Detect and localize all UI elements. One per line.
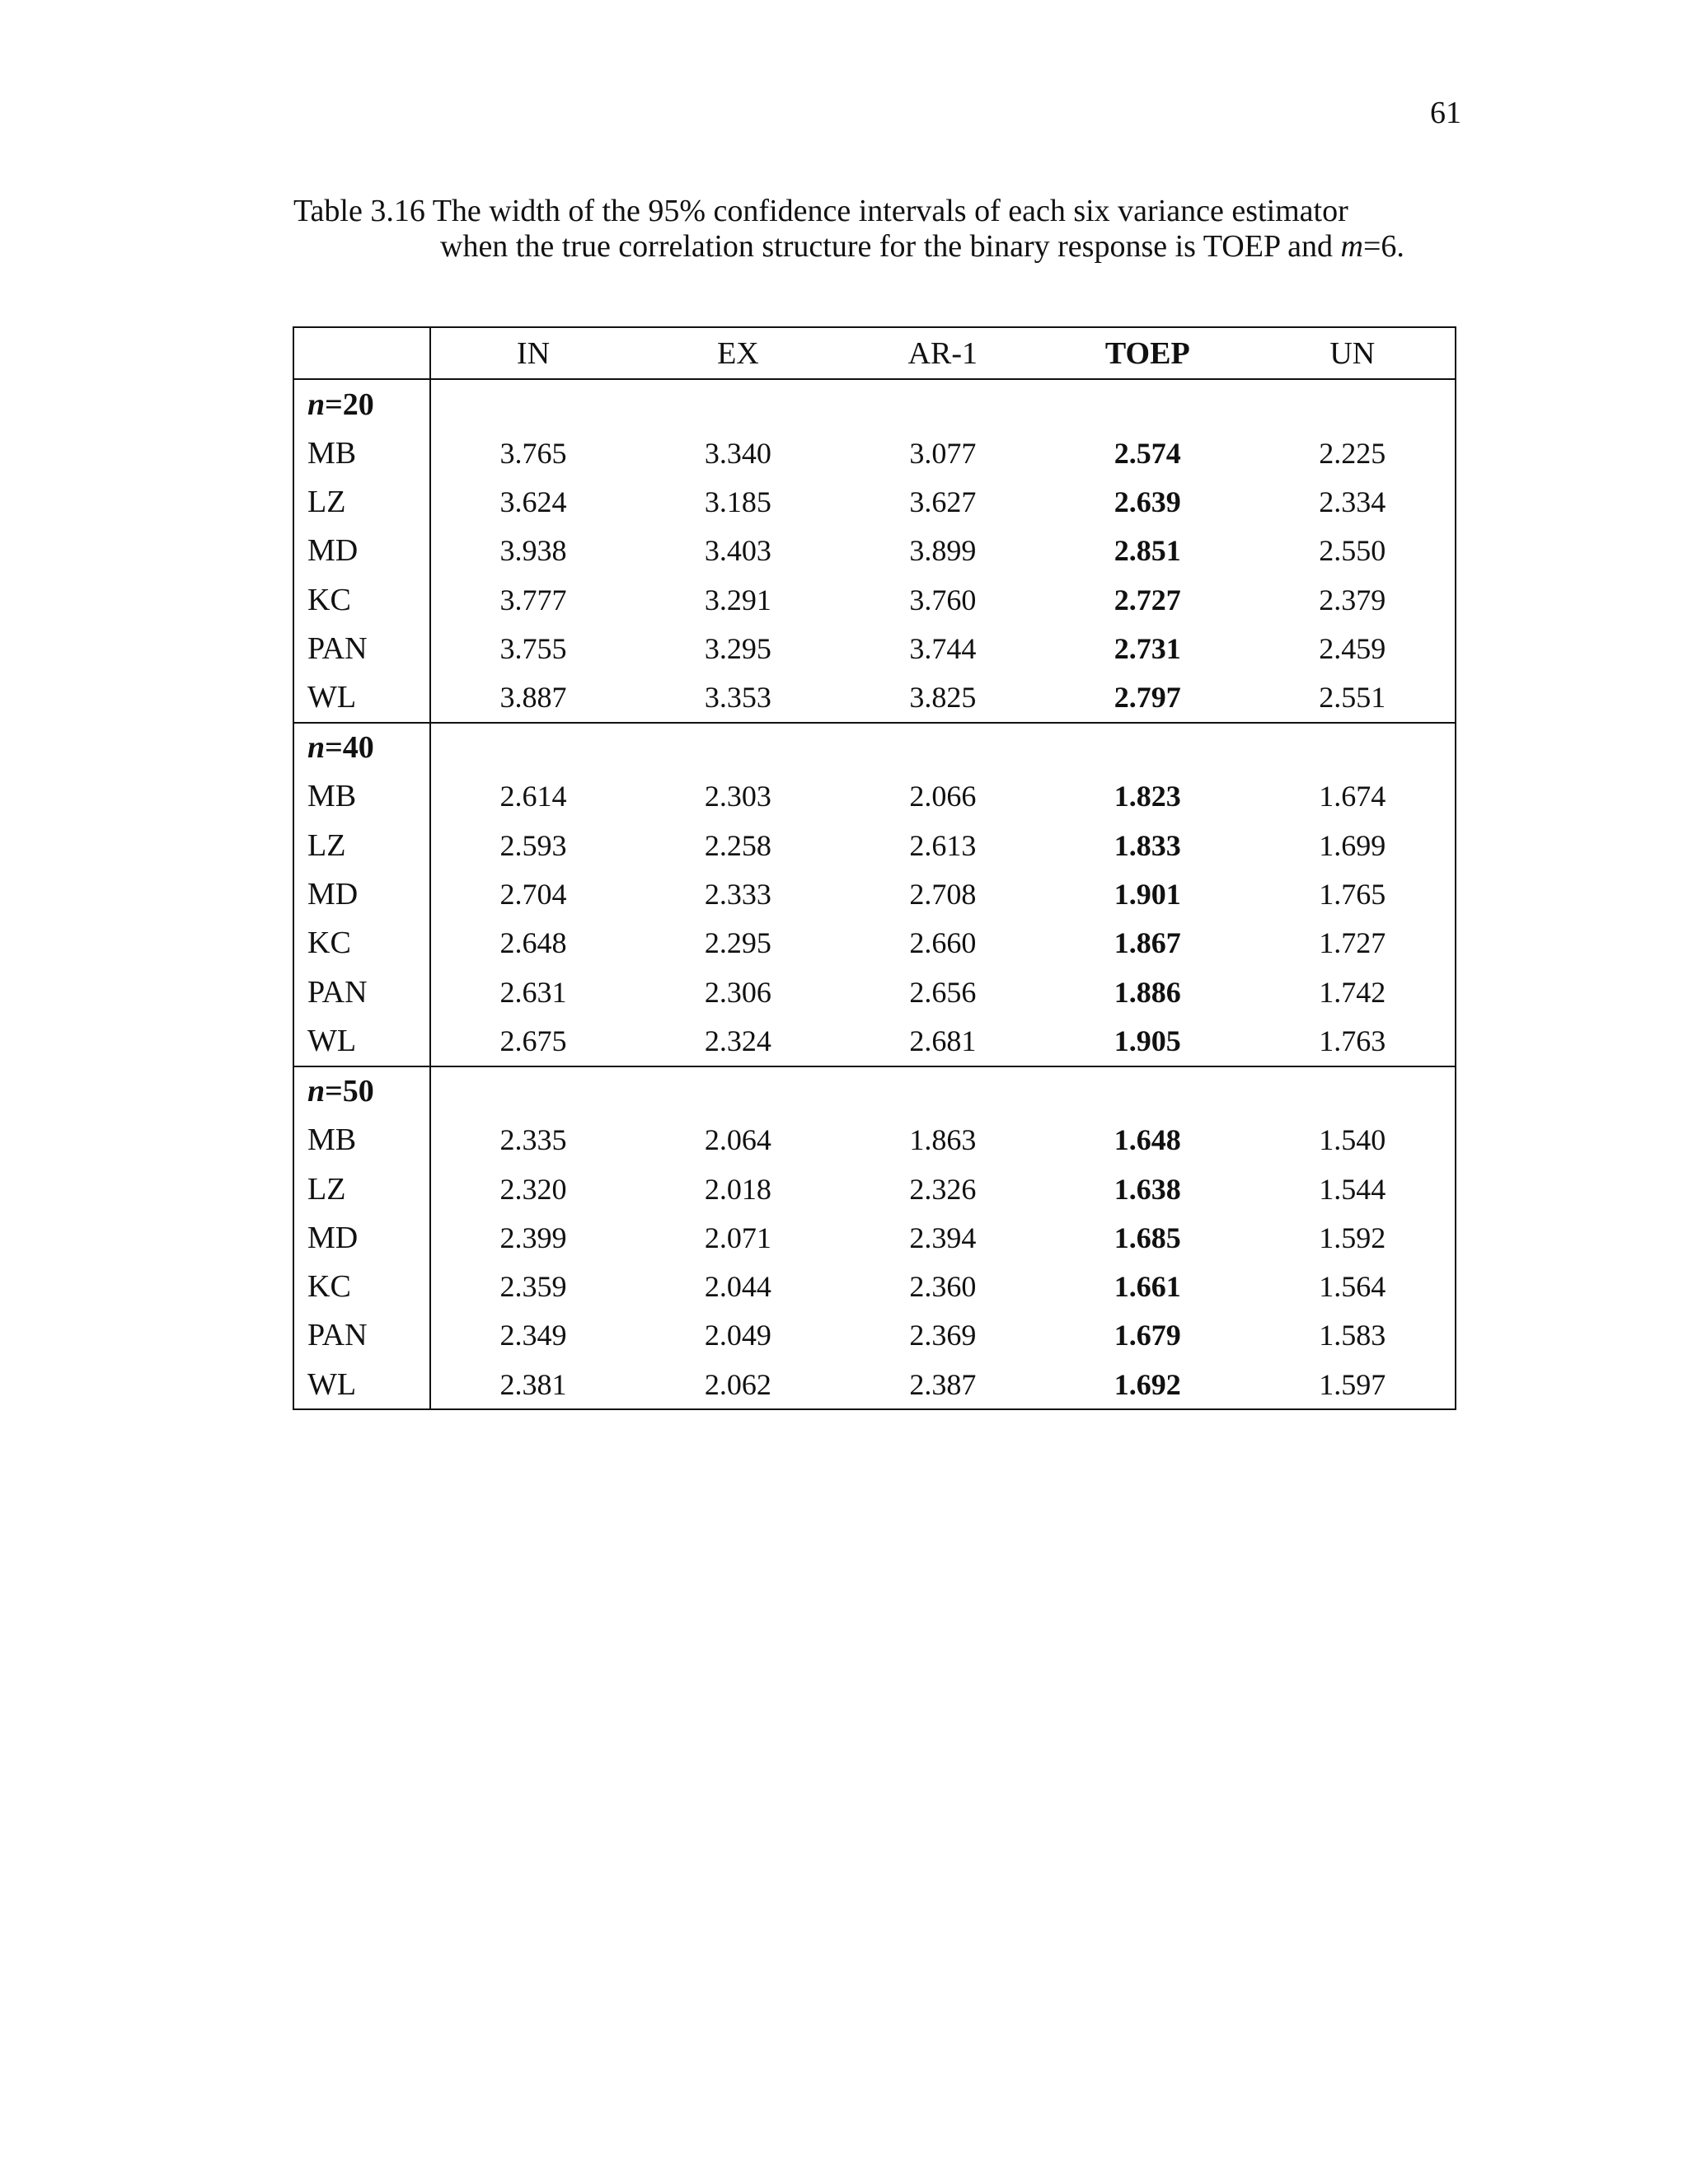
- caption-prefix: Table 3.16: [293, 194, 425, 228]
- caption-line1: The width of the 95% confidence intervals of each six variance estimator: [432, 194, 1348, 228]
- cell-toep: 1.661: [1114, 1270, 1181, 1304]
- cell-un: 1.763: [1319, 1024, 1386, 1057]
- cell-un: 1.765: [1319, 878, 1386, 912]
- group-label-size: =40: [325, 730, 374, 766]
- cell-toep: 2.797: [1114, 681, 1181, 715]
- cell-ar1: 2.326: [909, 1172, 977, 1206]
- cell-toep: 2.639: [1114, 485, 1181, 518]
- cell-toep: 1.685: [1114, 1221, 1181, 1254]
- row-label: LZ: [293, 821, 430, 869]
- row-label: PAN: [293, 624, 430, 673]
- cell-in: 2.359: [499, 1270, 567, 1304]
- cell-ex: 2.333: [704, 878, 771, 912]
- caption-var-m: m: [1340, 229, 1363, 264]
- cell-ex: 3.340: [704, 436, 771, 470]
- cell-in: 2.704: [499, 878, 567, 912]
- cell-in: 3.777: [499, 583, 567, 616]
- cell-un: 2.334: [1319, 485, 1386, 518]
- group-label: [293, 379, 430, 429]
- group-label-var: n: [307, 387, 326, 422]
- table-row: [293, 624, 1456, 673]
- row-label: LZ: [293, 477, 430, 526]
- cell-in: 2.349: [499, 1319, 567, 1352]
- row-label: PAN: [293, 1311, 430, 1360]
- caption-line2-end: =6.: [1363, 229, 1404, 264]
- cell-ar1: 2.066: [909, 780, 977, 813]
- row-label: KC: [293, 1262, 430, 1310]
- cell-ar1: 2.369: [909, 1319, 977, 1352]
- cell-ex: 2.303: [704, 780, 771, 813]
- table-row: [293, 429, 1456, 477]
- table-row: [293, 772, 1456, 821]
- cell-ar1: 2.360: [909, 1270, 977, 1304]
- cell-in: 3.624: [499, 485, 567, 518]
- row-label: KC: [293, 919, 430, 968]
- column-header-ar1: AR-1: [841, 327, 1045, 379]
- cell-un: 1.540: [1319, 1123, 1386, 1157]
- cell-ex: 3.295: [704, 631, 771, 665]
- cell-ex: 2.049: [704, 1319, 771, 1352]
- cell-in: 2.335: [499, 1123, 567, 1157]
- cell-toep: 1.905: [1114, 1024, 1181, 1057]
- header-corner-cell: [293, 327, 430, 379]
- row-label: MB: [293, 772, 430, 821]
- cell-ar1: 3.760: [909, 583, 977, 616]
- table-row: [293, 1165, 1456, 1213]
- table-row: [293, 527, 1456, 575]
- results-table: [293, 326, 1456, 1410]
- cell-ar1: 2.708: [909, 878, 977, 912]
- cell-un: 2.379: [1319, 583, 1386, 616]
- cell-un: 1.592: [1319, 1221, 1386, 1254]
- cell-ar1: 1.863: [909, 1123, 977, 1157]
- table-row: [293, 1360, 1456, 1409]
- table-row: [293, 821, 1456, 869]
- cell-in: 3.938: [499, 534, 567, 568]
- group-header-row: [293, 1066, 1456, 1116]
- cell-ex: 2.295: [704, 926, 771, 960]
- cell-un: 1.727: [1319, 926, 1386, 960]
- cell-ar1: 2.394: [909, 1221, 977, 1254]
- table-row: [293, 968, 1456, 1016]
- cell-ex: 3.403: [704, 534, 771, 568]
- cell-ex: 2.018: [704, 1172, 771, 1206]
- cell-toep: 1.867: [1114, 926, 1181, 960]
- cell-ar1: 2.660: [909, 926, 977, 960]
- table-row: [293, 869, 1456, 918]
- cell-toep: 1.886: [1114, 975, 1181, 1009]
- table-row: [293, 919, 1456, 968]
- cell-in: 3.887: [499, 681, 567, 715]
- cell-in: 2.631: [499, 975, 567, 1009]
- cell-un: 2.459: [1319, 631, 1386, 665]
- cell-ar1: 3.744: [909, 631, 977, 665]
- cell-ex: 2.044: [704, 1270, 771, 1304]
- cell-in: 2.593: [499, 828, 567, 862]
- cell-ex: 2.306: [704, 975, 771, 1009]
- row-label: MD: [293, 1213, 430, 1262]
- group-header-filler: [430, 723, 1456, 772]
- cell-ar1: 3.899: [909, 534, 977, 568]
- cell-un: 2.551: [1319, 681, 1386, 715]
- table-row: [293, 1213, 1456, 1262]
- group-label: [293, 1066, 430, 1116]
- cell-un: 2.225: [1319, 436, 1386, 470]
- row-label: LZ: [293, 1165, 430, 1213]
- cell-toep: 2.731: [1114, 631, 1181, 665]
- group-label: [293, 723, 430, 772]
- cell-ar1: 2.656: [909, 975, 977, 1009]
- cell-ex: 3.291: [704, 583, 771, 616]
- cell-toep: 1.692: [1114, 1367, 1181, 1401]
- cell-ex: 2.324: [704, 1024, 771, 1057]
- group-label-size: =20: [325, 387, 374, 422]
- cell-ex: 2.258: [704, 828, 771, 862]
- table-row: [293, 477, 1456, 526]
- cell-toep: 1.648: [1114, 1123, 1181, 1157]
- cell-ar1: 3.825: [909, 681, 977, 715]
- row-label: MD: [293, 527, 430, 575]
- column-header-toep: TOEP: [1045, 327, 1250, 379]
- cell-in: 3.765: [499, 436, 567, 470]
- group-header-row: [293, 379, 1456, 429]
- group-header-filler: [430, 379, 1456, 429]
- table-header-row: [293, 327, 1456, 379]
- row-label: MB: [293, 1116, 430, 1165]
- column-header-in: IN: [430, 327, 635, 379]
- group-header-filler: [430, 1066, 1456, 1116]
- cell-ar1: 2.613: [909, 828, 977, 862]
- table-row: [293, 673, 1456, 722]
- cell-toep: 1.638: [1114, 1172, 1181, 1206]
- table-caption: [293, 194, 1464, 265]
- group-label-var: n: [307, 1074, 326, 1109]
- column-header-ex: EX: [635, 327, 840, 379]
- cell-un: 2.550: [1319, 534, 1386, 568]
- row-label: KC: [293, 575, 430, 624]
- table-row: [293, 1311, 1456, 1360]
- cell-un: 1.544: [1319, 1172, 1386, 1206]
- cell-in: 2.381: [499, 1367, 567, 1401]
- cell-in: 2.675: [499, 1024, 567, 1057]
- table-row: [293, 575, 1456, 624]
- cell-in: 2.399: [499, 1221, 567, 1254]
- cell-ex: 2.062: [704, 1367, 771, 1401]
- cell-toep: 2.574: [1114, 436, 1181, 470]
- group-label-size: =50: [325, 1074, 374, 1109]
- group-label-var: n: [307, 730, 326, 766]
- cell-un: 1.742: [1319, 975, 1386, 1009]
- cell-ex: 3.353: [704, 681, 771, 715]
- cell-ex: 2.071: [704, 1221, 771, 1254]
- row-label: WL: [293, 1016, 430, 1066]
- cell-in: 2.320: [499, 1172, 567, 1206]
- cell-toep: 1.823: [1114, 780, 1181, 813]
- table-body: [293, 379, 1456, 1409]
- cell-ar1: 3.077: [909, 436, 977, 470]
- cell-un: 1.674: [1319, 780, 1386, 813]
- row-label: MB: [293, 429, 430, 477]
- cell-ex: 3.185: [704, 485, 771, 518]
- cell-un: 1.699: [1319, 828, 1386, 862]
- table-row: [293, 1116, 1456, 1165]
- cell-ar1: 3.627: [909, 485, 977, 518]
- cell-toep: 1.901: [1114, 878, 1181, 912]
- cell-toep: 2.727: [1114, 583, 1181, 616]
- row-label: WL: [293, 673, 430, 722]
- cell-ar1: 2.681: [909, 1024, 977, 1057]
- row-label: WL: [293, 1360, 430, 1409]
- page-number: 61: [1430, 96, 1461, 130]
- cell-in: 2.648: [499, 926, 567, 960]
- cell-ex: 2.064: [704, 1123, 771, 1157]
- cell-un: 1.597: [1319, 1367, 1386, 1401]
- caption-line2: [293, 229, 1464, 265]
- column-header-un: UN: [1250, 327, 1456, 379]
- group-header-row: [293, 723, 1456, 772]
- table-row: [293, 1262, 1456, 1310]
- row-label: PAN: [293, 968, 430, 1016]
- cell-un: 1.564: [1319, 1270, 1386, 1304]
- cell-toep: 2.851: [1114, 534, 1181, 568]
- row-label: MD: [293, 869, 430, 918]
- cell-ar1: 2.387: [909, 1367, 977, 1401]
- cell-toep: 1.679: [1114, 1319, 1181, 1352]
- cell-in: 3.755: [499, 631, 567, 665]
- caption-line2-text: when the true correlation structure for the binary response is TOEP and: [440, 229, 1341, 264]
- table-row: [293, 1016, 1456, 1066]
- cell-un: 1.583: [1319, 1319, 1386, 1352]
- cell-toep: 1.833: [1114, 828, 1181, 862]
- cell-in: 2.614: [499, 780, 567, 813]
